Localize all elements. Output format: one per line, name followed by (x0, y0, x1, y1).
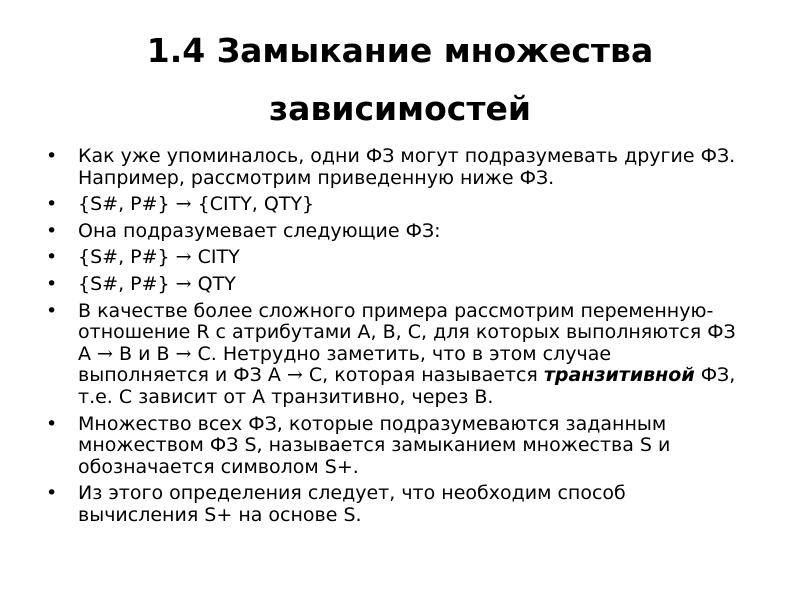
list-item (44, 414, 744, 479)
title-line-1: 1.4 Замыкание множества (146, 31, 654, 70)
arrow-icon: → (97, 342, 113, 365)
list-item (44, 221, 744, 243)
bullet-dot: • (46, 272, 58, 295)
bullet-text: Как уже упоминалось, одни ФЗ могут подразумевать другие ФЗ. Например, рассмотрим приведенную ниже ФЗ. (78, 145, 736, 189)
fd-rhs: {CITY, QTY} (197, 193, 315, 216)
bullet-text: Из этого определения следует, что необходим способ вычисления S+ на основе S. (78, 482, 626, 526)
bullet-dot: • (46, 412, 58, 435)
bullet-dot: • (46, 193, 58, 216)
bullet-dot: • (46, 299, 58, 322)
arrow-icon: → (175, 342, 192, 365)
fd-lhs: {S#, P#} (78, 272, 170, 295)
fd-rhs: QTY (197, 272, 236, 295)
bullet-text: Множество всех ФЗ, которые подразумеваются заданным множеством ФЗ S, называется замыканием множества S и обозначается символом S+. (78, 412, 671, 478)
list-item (44, 274, 744, 296)
bullet-dot: • (46, 482, 58, 505)
title-line-2: зависимостей (269, 89, 531, 128)
text-segment: C, которая называется (302, 364, 544, 387)
text-segment: B и B (112, 342, 176, 365)
arrow-icon: → (175, 246, 192, 269)
list-item (44, 247, 744, 269)
fd-lhs: {S#, P#} (78, 246, 170, 269)
text-segment: В качестве более сложного примера рассмотрим переменную-отношение R с атрибутами A, B, C, для которых выполняются ФЗ A (78, 299, 736, 365)
list-item (44, 146, 744, 189)
fd-lhs: {S#, P#} (78, 193, 170, 216)
text-segment: ФЗ, т.е. C зависит от A транзитивно, через B. (78, 364, 736, 408)
bullet-text: Она подразумевает следующие ФЗ: (78, 219, 441, 242)
text-segment: C. Нетрудно заметить, что в этом случае выполняется и ФЗ A (78, 342, 612, 387)
list-item (44, 483, 744, 526)
arrow-icon: → (175, 193, 192, 216)
list-item (44, 301, 744, 409)
bullet-dot: • (46, 219, 58, 242)
emphasized-term: транзитивной (543, 364, 695, 387)
arrow-icon: → (175, 272, 192, 295)
fd-rhs: CITY (197, 246, 240, 269)
arrow-icon: → (286, 364, 303, 387)
slide-title (40, 22, 760, 138)
bullet-dot: • (46, 246, 58, 269)
bullet-dot: • (46, 145, 58, 167)
bullet-list (44, 146, 744, 532)
list-item (44, 194, 744, 216)
